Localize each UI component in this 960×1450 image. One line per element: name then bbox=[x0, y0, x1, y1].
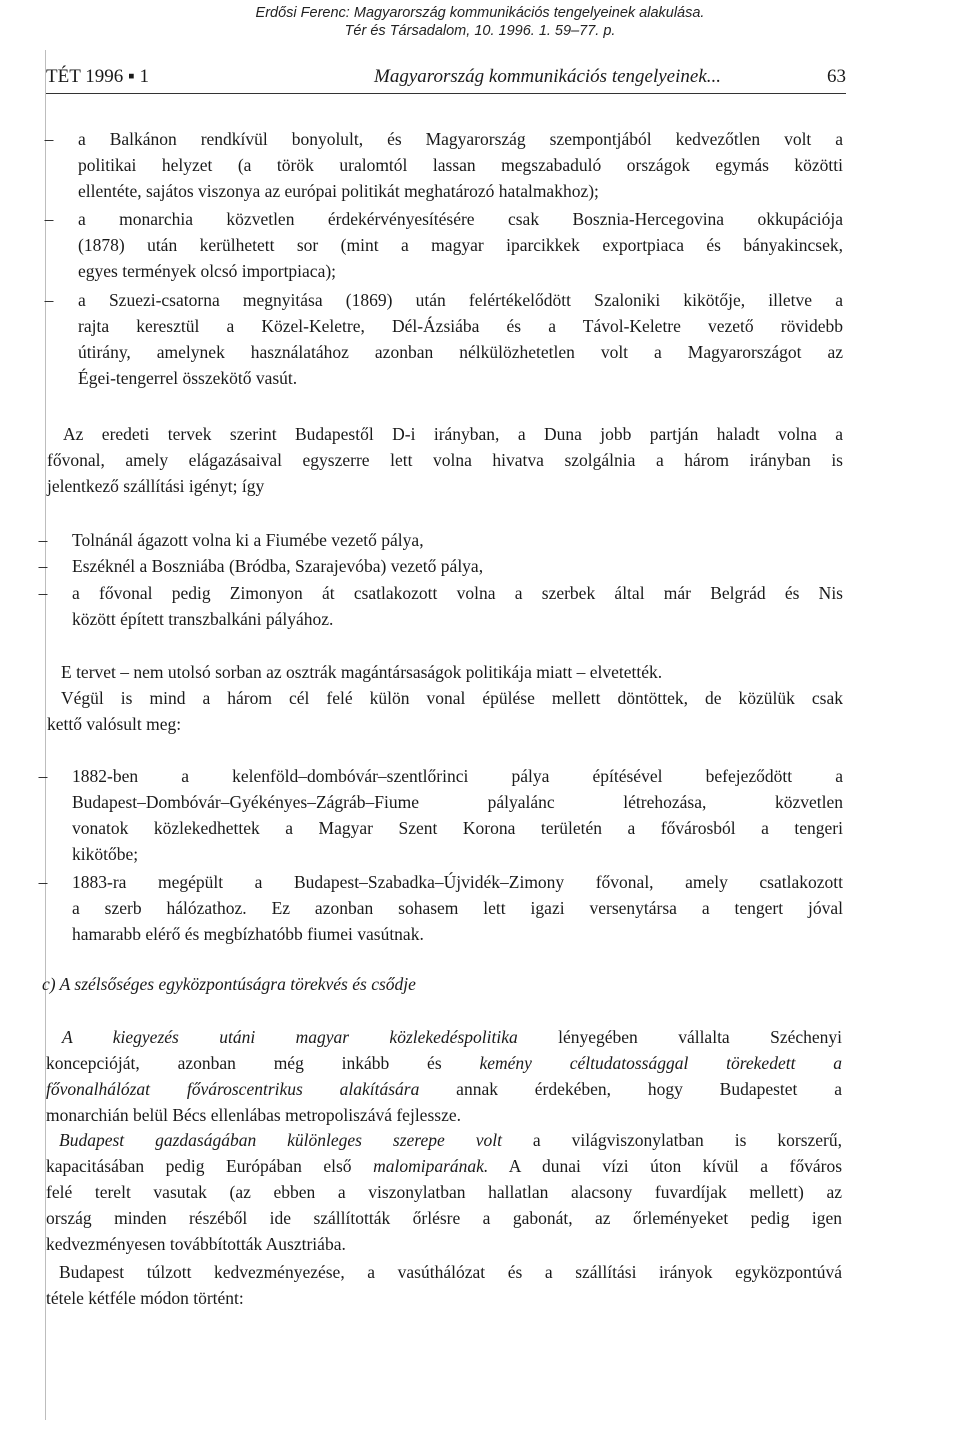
text-line: Budapest túlzott kedvezményezése, a vasúthálózat és a szállítási irányok egyközpontúvá bbox=[59, 1262, 842, 1282]
list-item bbox=[44, 206, 843, 284]
paragraph bbox=[47, 421, 843, 499]
source-citation bbox=[0, 4, 960, 40]
list-bullet: – bbox=[38, 766, 48, 786]
text-line: Végül is mind a három cél felé külön vonal épülése mellett döntöttek, de közülük csak bbox=[61, 688, 843, 708]
text-line bbox=[46, 1050, 842, 1076]
paragraph bbox=[46, 1127, 842, 1257]
list-item bbox=[44, 287, 843, 391]
text-span: koncepcióját, azonban még inkább és bbox=[46, 1053, 480, 1073]
text-line bbox=[46, 1102, 842, 1128]
list-item bbox=[38, 763, 843, 867]
text-line: Eszéknél a Boszniába (Bródba, Szarajevóba) vezető pálya, bbox=[72, 556, 484, 576]
text-line: Tolnánál ágazott volna ki a Fiumébe vezető pálya, bbox=[72, 530, 424, 550]
header-rule bbox=[46, 93, 846, 94]
text-span: ország minden részéből ide szállították őrlésre a gabonát, az őrleményeket pedig igen bbox=[46, 1208, 842, 1228]
text-span: a világviszonylatban is korszerű, bbox=[501, 1130, 842, 1150]
text-line bbox=[46, 1024, 842, 1050]
text-line: hamarabb elérő és megbízhatóbb fiumei vasútnak. bbox=[72, 924, 424, 944]
text-line: 1882-ben a kelenföld–dombóvár–szentlőrinci pálya építésével befejeződött a bbox=[72, 766, 843, 786]
text-line: tétele kétféle módon történt: bbox=[46, 1288, 244, 1308]
text-span: annak érdekében, hogy Budapestet a bbox=[419, 1079, 842, 1099]
paragraph bbox=[47, 659, 843, 737]
text-line: jelentkező szállítási igényt; így bbox=[47, 476, 265, 496]
text-line: Budapest–Dombóvár–Gyékényes–Zágráb–Fiume pályalánc létrehozása, közvetlen bbox=[72, 792, 843, 812]
source-citation-line-2: Tér és Társadalom, 10. 1996. 1. 59–77. p. bbox=[344, 23, 616, 39]
emphasized-text: fővonalhálózat fővároscentrikus alakítására bbox=[46, 1079, 420, 1099]
list-item bbox=[38, 553, 843, 579]
text-line: ellentéte, sajátos viszonya az európai politikát meghatározó hatalmakhoz); bbox=[78, 181, 599, 201]
text-line: 1883-ra megépült a Budapest–Szabadka–Újvidék–Zimony fővonal, amely csatlakozott bbox=[72, 872, 843, 892]
text-span: kapacitásában pedig Európában első bbox=[46, 1156, 374, 1176]
text-line: rajta keresztül a Közel-Keletre, Dél-Ázsiába és a Távol-Keletre vezető rövidebb bbox=[78, 316, 843, 336]
text-line: útirány, amelynek használatához azonban nélkülözhetetlen volt a Magyarországot az bbox=[78, 342, 843, 362]
text-line bbox=[46, 1205, 842, 1231]
paragraph bbox=[46, 1259, 842, 1311]
list-item bbox=[38, 869, 843, 947]
text-line: a monarchia közvetlen érdekérvényesítésére csak Bosznia-Hercegovina okkupációja bbox=[78, 209, 843, 229]
text-line: kettő valósult meg: bbox=[47, 714, 182, 734]
text-line: a szerb hálózathoz. Ez azonban sohasem lett igazi versenytársa a tengert jóval bbox=[72, 898, 843, 918]
text-line: egyes termények olcsó importpiaca); bbox=[78, 261, 337, 281]
text-line: kikötőbe; bbox=[72, 844, 139, 864]
list-bullet: – bbox=[44, 129, 54, 149]
text-line: Az eredeti tervek szerint Budapestől D-i irányban, a Duna jobb partján haladt volna a bbox=[63, 424, 843, 444]
running-title: Magyarország kommunikációs tengelyeinek... bbox=[374, 66, 722, 87]
text-span: lényegében vállalta Széchenyi bbox=[517, 1027, 842, 1047]
section-heading bbox=[42, 971, 742, 997]
running-header bbox=[46, 66, 846, 96]
text-line bbox=[46, 1076, 842, 1102]
text-line: fővonal, amely elágazásaival egyszerre lett volna hivatva szolgálnia a három irányban is bbox=[47, 450, 843, 470]
text-line: E tervet – nem utolsó sorban az osztrák magántársaságok politikája miatt – elvetették. bbox=[61, 662, 663, 682]
list-bullet: – bbox=[38, 530, 48, 550]
text-line bbox=[46, 1231, 842, 1257]
text-line bbox=[46, 1179, 842, 1205]
section-heading-text: c) A szélsőséges egyközpontúságra törekvés és csődje bbox=[42, 974, 416, 994]
list-item bbox=[38, 527, 843, 553]
text-line: a fővonal pedig Zimonyon át csatlakozott volna a szerbek által már Belgrád és Nis bbox=[72, 583, 843, 603]
text-span: felé terelt vasutak (az ebben a viszonylatban hallatlan alacsony fuvardíjak mellett) az bbox=[46, 1182, 842, 1202]
list-item bbox=[38, 580, 843, 632]
text-span: monarchián belül Bécs ellenlábas metropoliszává fejlessze. bbox=[46, 1105, 461, 1125]
paragraph bbox=[46, 1024, 842, 1128]
list-bullet: – bbox=[38, 556, 48, 576]
text-line bbox=[46, 1153, 842, 1179]
list-bullet: – bbox=[44, 290, 54, 310]
emphasized-text: Budapest gazdaságában különleges szerepe volt bbox=[59, 1130, 502, 1150]
list-bullet: – bbox=[38, 872, 48, 892]
list-item bbox=[44, 126, 843, 204]
text-span: A dunai vízi úton kívül a főváros bbox=[488, 1156, 842, 1176]
list-bullet: – bbox=[38, 583, 48, 603]
emphasized-text: kemény céltudatossággal törekedett a bbox=[479, 1053, 842, 1073]
text-line: a Balkánon rendkívül bonyolult, és Magyarország szempontjából kedvezőtlen volt a bbox=[78, 129, 843, 149]
page-number: 63 bbox=[827, 66, 846, 87]
source-citation-line-1: Erdősi Ferenc: Magyarország kommunikációs tengelyeinek alakulása. bbox=[255, 5, 705, 21]
text-line: között épített transzbalkáni pályához. bbox=[72, 609, 334, 629]
text-line: Égei-tengerrel összekötő vasút. bbox=[78, 368, 298, 388]
text-line: vonatok közlekedhettek a Magyar Szent Korona területén a fővárosból a tengeri bbox=[72, 818, 843, 838]
text-line: a Szuezi-csatorna megnyitása (1869) után felértékelődött Szaloniki kikötője, illetve a bbox=[78, 290, 843, 310]
text-span: kedvezményesen továbbították Ausztriába. bbox=[46, 1234, 346, 1254]
text-line: (1878) után kerülhetett sor (mint a magyar iparcikkek exportpiaca és bányakincsek, bbox=[78, 235, 843, 255]
emphasized-text: A kiegyezés utáni magyar közlekedéspolitika bbox=[62, 1027, 518, 1047]
emphasized-text: malomiparának. bbox=[373, 1156, 489, 1176]
text-line: politikai helyzet (a török uralomtól lassan megszabaduló országok egymás közötti bbox=[78, 155, 843, 175]
list-bullet: – bbox=[44, 209, 54, 229]
journal-issue: TÉT 1996 ▪ 1 bbox=[46, 66, 149, 87]
text-line bbox=[46, 1127, 842, 1153]
